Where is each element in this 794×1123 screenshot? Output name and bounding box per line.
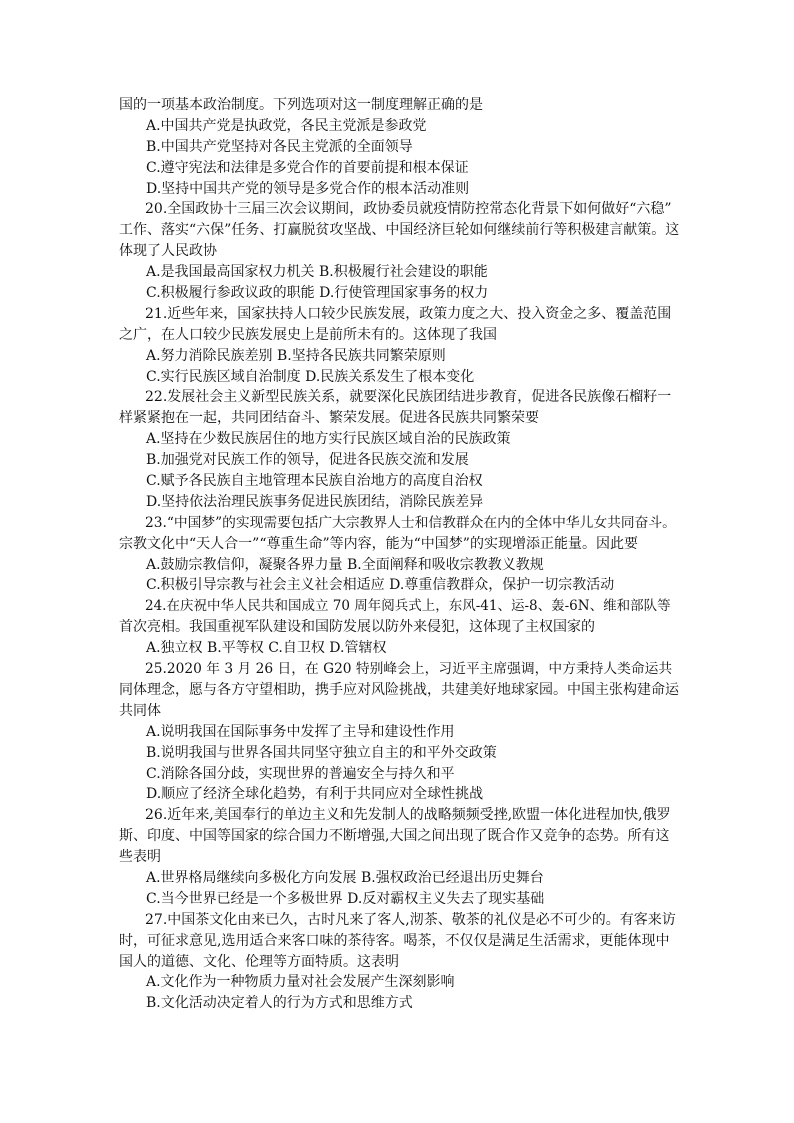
paragraph-line: 国人的道德、文化、伦理等方面特质。这表明: [119, 953, 399, 970]
paragraph-line: 些表明: [119, 849, 161, 866]
paragraph-line: 样紧紧抱在一起，共同团结奋斗、繁荣发展。促进各民族共同繁荣要: [119, 410, 539, 427]
answer-option: A.说明我国在国际事务中发挥了主导和建设性作用: [146, 723, 455, 740]
question-text: 20.全国政协十三届三次会议期间，政协委员就疫情防控常态化背景下如何做好“六稳”: [145, 201, 672, 218]
paragraph-line: 同体理念，愿与各方守望相助，携手应对风险挑战，共建美好地球家园。中国主张构建命运: [119, 681, 679, 698]
answer-option: B.说明我国与世界各国共同坚守独立自主的和平外交政策: [146, 744, 497, 761]
paragraph-line: 共同体: [119, 702, 161, 719]
answer-option: A.坚持在少数民族居住的地方实行民族区域自治的民族政策: [146, 431, 511, 448]
answer-option: A.是我国最高国家权力机关 B.积极履行社会建设的职能: [146, 264, 488, 281]
answer-option: A.鼓励宗教信仰，凝聚各界力量 B.全面阐释和吸收宗教教义教规: [146, 556, 544, 573]
paragraph-line: 首次亮相。我国重视军队建设和国防发展以防外来侵犯，这体现了主权国家的: [119, 619, 595, 636]
answer-option: C.当今世界已经是一个多极世界 D.反对霸权主义失去了现实基础: [146, 890, 545, 907]
answer-option: A.独立权 B.平等权 C.自卫权 D.管辖权: [146, 640, 387, 657]
answer-option: C.遵守宪法和法律是多党合作的首要前提和根本保证: [146, 159, 469, 176]
paragraph-line: 之广，在人口较少民族发展史上是前所未有的。这体现了我国: [119, 326, 497, 343]
answer-option: C.积极引导宗教与社会主义社会相适应 D.尊重信教群众，保护一切宗教活动: [146, 577, 615, 594]
paragraph-line: 斯、印度、中国等国家的综合国力不断增强,大国之间出现了既合作又竞争的态势。所有这: [119, 828, 670, 845]
document-body: [119, 95, 679, 1014]
question-text: 21.近些年来，国家扶持人口较少民族发展，政策力度之大、投入资金之多、覆盖范围: [145, 305, 672, 322]
answer-option: B.中国共产党坚持对各民主党派的全面领导: [146, 138, 413, 155]
answer-option: A.努力消除民族差别 B.坚持各民族共同繁荣原则: [146, 347, 446, 364]
answer-option: D.顺应了经济全球化趋势，有利于共同应对全球性挑战: [146, 786, 484, 803]
answer-option: A.文化作为一种物质力量对社会发展产生深刻影响: [146, 974, 455, 991]
question-text: 23.“中国梦”的实现需要包括广大宗教界人士和信教群众在内的全体中华儿女共同奋斗。: [145, 514, 676, 531]
paragraph-line: 国的一项基本政治制度。下列选项对这一制度理解正确的是: [119, 97, 483, 113]
paragraph-line: 宗教文化中“天人合一”“尊重生命”等内容，能为“中国梦”的实现增添正能量。因此要: [119, 535, 638, 552]
paragraph-line: 时，可征求意见,选用适合来客口味的茶待客。喝茶，不仅仅是满足生活需求，更能体现中: [119, 932, 670, 949]
answer-option: B.加强党对民族工作的领导，促进各民族交流和发展: [146, 452, 469, 469]
answer-option: C.消除各国分歧，实现世界的普遍安全与持久和平: [146, 765, 455, 782]
question-text: 27.中国茶文化由来已久，古时凡来了客人,沏茶、敬茶的礼仪是必不可少的。有客来访: [145, 911, 676, 928]
question-text: 22.发展社会主义新型民族关系，就要深化民族团结进步教育，促进各民族像石榴籽一: [145, 389, 672, 406]
answer-option: C.赋予各民族自主地管理本民族自治地方的高度自治权: [146, 473, 483, 490]
answer-option: A.中国共产党是执政党，各民主党派是参政党: [146, 117, 427, 134]
question-text: 26.近年来,美国奉行的单边主义和先发制人的战略频频受挫,欧盟一体化进程加快,俄罗: [145, 807, 671, 824]
answer-option: C.积极履行参政议政的职能 D.行使管理国家事务的权力: [146, 285, 489, 302]
question-text: 24.在庆祝中华人民共和国成立 70 周年阅兵式上，东风-41、运-8、轰-6N、维和部队等: [145, 598, 671, 615]
paragraph-line: 工作、落实“六保”任务、打赢脱贫攻坚战、中国经济巨轮如何继续前行等积极建言献策。这: [119, 222, 679, 239]
answer-option: D.坚持中国共产党的领导是多党合作的根本活动准则: [146, 180, 470, 197]
question-text: 25.2020 年 3 月 26 日，在 G20 特别峰会上，习近平主席强调，中方秉持人类命运共: [145, 661, 673, 678]
answer-option: A.世界格局继续向多极化方向发展 B.强权政治已经退出历史舞台: [146, 869, 544, 886]
answer-option: C.实行民族区域自治制度 D.民族关系发生了根本变化: [146, 368, 475, 385]
answer-option: D.坚持依法治理民族事务促进民族团结，消除民族差异: [146, 493, 484, 510]
answer-option: B.文化活动决定着人的行为方式和思维方式: [146, 995, 413, 1012]
paragraph-line: 体现了人民政协: [119, 243, 217, 260]
